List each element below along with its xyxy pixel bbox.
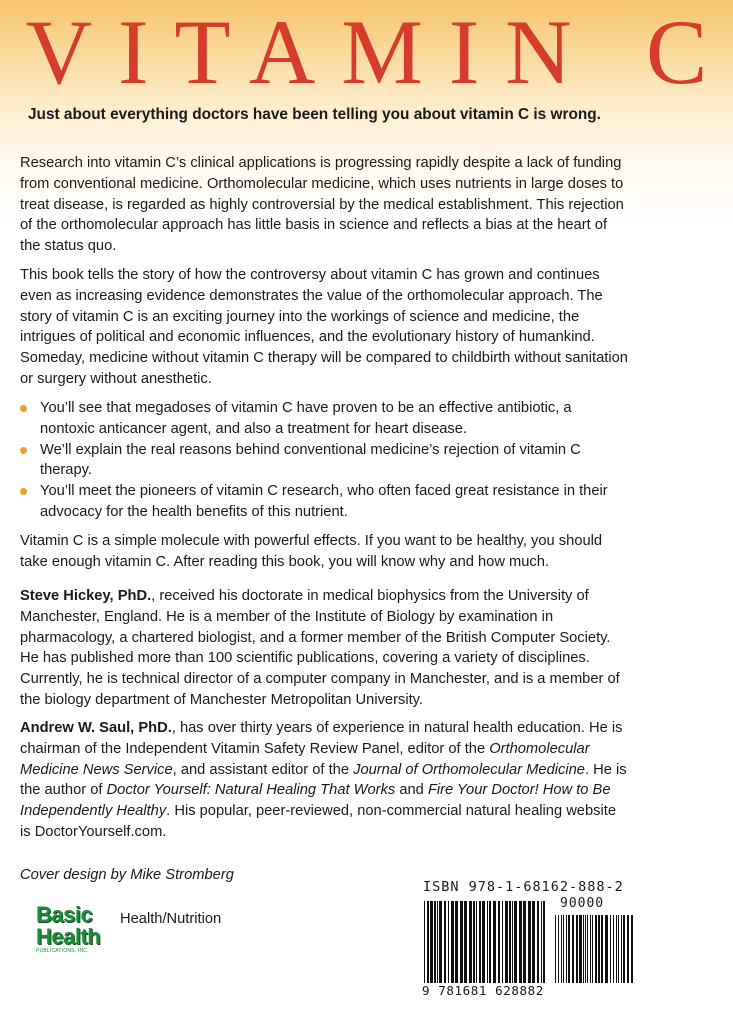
barcode-bar xyxy=(444,901,446,983)
barcode-bar xyxy=(598,915,600,983)
book-title-ref: Doctor Yourself: Natural Healing That Works xyxy=(106,782,396,799)
barcode-bar xyxy=(427,901,429,983)
barcode-bar xyxy=(532,901,535,983)
barcode-digits: 9 781681 628882 xyxy=(422,983,544,998)
book-title-ref: Fire Your Doctor! How to Be Independently Healthy xyxy=(20,782,611,820)
barcode-bar xyxy=(448,901,449,983)
barcode-bar xyxy=(618,915,619,983)
barcode-bar xyxy=(590,915,591,983)
barcode-bar xyxy=(587,915,588,983)
barcode-bar xyxy=(537,901,539,983)
story-paragraph: This book tells the story of how the controversy about vitamin C has grown and continues even as increasing evidence demonstrates the value of the orthomolecular approach. The story of vitamin C is an exciting journey into the workings of science and medicine, the intrigues of political and economic influences, and the evolutionary history of humankind. Someday, medicine without vitamin C therapy will be compared to childbirth without sanitation or surgery without anesthetic. xyxy=(20,267,628,387)
barcode-bar xyxy=(605,915,608,983)
barcode-bar xyxy=(482,901,485,983)
barcode-bar xyxy=(555,915,556,983)
barcode-bar xyxy=(439,901,442,983)
barcode-bar xyxy=(595,915,597,983)
author-bio-text: . He is the author of xyxy=(20,761,627,799)
price-code: 90000 xyxy=(560,896,605,911)
bullet-dot-icon xyxy=(20,447,27,454)
book-title: VITAMIN C xyxy=(25,1,733,103)
list-item xyxy=(20,440,628,482)
barcode-bar xyxy=(493,901,496,983)
barcode-bar xyxy=(613,915,614,983)
barcode-bar xyxy=(514,901,517,983)
publisher-logo xyxy=(36,904,106,960)
list-item-text: You’ll meet the pioneers of vitamin C research, who often faced great resistance in their advocacy for the health benefits of this nutrient. xyxy=(40,483,608,520)
author-bio-hickey xyxy=(20,586,628,711)
benefit-list xyxy=(20,398,628,523)
barcode-bar xyxy=(469,901,472,983)
barcode-main-bars xyxy=(424,901,546,983)
barcode-bar xyxy=(523,901,526,983)
barcode-bar xyxy=(451,901,454,983)
list-item-text: We’ll explain the real reasons behind conventional medicine’s rejection of vitamin C therapy. xyxy=(40,441,581,479)
bullet-dot-icon xyxy=(20,488,27,495)
bullet-dot-icon xyxy=(20,405,27,412)
barcode-bar xyxy=(585,915,586,983)
barcode-bar xyxy=(430,901,433,983)
logo-subline: PUBLICATIONS, INC. xyxy=(36,948,89,954)
barcode-bar xyxy=(434,901,436,983)
author-name: Andrew W. Saul, PhD. xyxy=(20,720,172,736)
list-item xyxy=(20,398,628,440)
barcode-bar xyxy=(563,915,564,983)
barcode-bar xyxy=(583,915,584,983)
barcode-bar xyxy=(623,915,625,983)
author-bio-text: , received his doctorate in medical biophysics from the University of Manchester, England. He is a member of the Institute of Biology by examination in pharmacology, a chartered biologist, and a former member of the British Computer Society. He has published more than 100 scientific publications, covering a variety of disciplines. Currently, he is technical director of a computer company in Manchester, and is a member of the biology department of Manchester Metropolitan University. xyxy=(20,588,620,708)
barcode-bar xyxy=(479,901,481,983)
barcode-bar xyxy=(568,915,570,983)
barcode-bar xyxy=(616,915,617,983)
barcode-bar xyxy=(601,915,603,983)
barcode-bar xyxy=(541,901,542,983)
barcode-bar xyxy=(509,901,511,983)
barcode-bar xyxy=(505,901,508,983)
author-bio-text: , and assistant editor of the xyxy=(172,761,354,778)
barcode-bar xyxy=(576,915,578,983)
publication-title: Orthomolecular Medicine News Service xyxy=(20,740,590,778)
author-name: Steve Hickey, PhD. xyxy=(20,588,152,604)
barcode-bar xyxy=(455,901,458,983)
cover-credit: Cover design by Mike Stromberg xyxy=(20,867,234,883)
barcode xyxy=(420,897,636,1003)
barcode-bar xyxy=(473,901,475,983)
barcode-bar xyxy=(561,915,562,983)
isbn-label: ISBN 978-1-68162-888-2 xyxy=(423,879,624,895)
barcode-bar xyxy=(498,901,500,983)
barcode-bar xyxy=(489,901,491,983)
author-bio-text: and xyxy=(395,782,428,799)
barcode-bar xyxy=(424,901,425,983)
logo-line: Health xyxy=(36,924,101,949)
barcode-bar xyxy=(502,901,503,983)
publication-title: Journal of Orthomolecular Medicine xyxy=(353,761,585,778)
barcode-bar xyxy=(610,915,611,983)
barcode-bar xyxy=(627,915,629,983)
barcode-bar xyxy=(519,901,522,983)
barcode-bar xyxy=(487,901,488,983)
barcode-bar xyxy=(437,901,438,983)
logo-line: Basic xyxy=(36,902,93,927)
barcode-bar xyxy=(621,915,622,983)
intro-paragraph: Research into vitamin C’s clinical applications is progressing rapidly despite a lack of funding from conventional medicine. Orthomolecular medicine, which uses nutrients in large doses to treat disease, is regarded as highly controversial by the medical establishment. This rejection of the orthomolecular approach has little basis in science and reflects a bias at the heart of the status quo. xyxy=(20,155,624,255)
author-bio-text: . His popular, peer-reviewed, non-commercial natural healing website is DoctorYourself.com. xyxy=(20,803,616,840)
barcode-bar xyxy=(566,915,567,983)
barcode-bar xyxy=(528,901,531,983)
barcode-bar xyxy=(460,901,463,983)
barcode-bar xyxy=(572,915,574,983)
barcode-bar xyxy=(558,915,559,983)
author-bio-saul xyxy=(20,718,628,843)
barcode-bar xyxy=(592,915,593,983)
tagline: Just about everything doctors have been telling you about vitamin C is wrong. xyxy=(28,106,601,123)
barcode-bar xyxy=(579,915,582,983)
category-label: Health/Nutrition xyxy=(120,911,222,927)
barcode-bar xyxy=(464,901,467,983)
list-item xyxy=(20,481,628,523)
barcode-bar xyxy=(512,901,513,983)
list-item-text: You’ll see that megadoses of vitamin C have proven to be an effective antibiotic, a nontoxic anticancer agent, and also a treatment for heart disease. xyxy=(40,400,572,437)
barcode-bar xyxy=(543,901,545,983)
barcode-bar xyxy=(476,901,477,983)
barcode-addon-bars xyxy=(555,915,633,983)
barcode-bar xyxy=(631,915,633,983)
summary-paragraph: Vitamin C is a simple molecule with powerful effects. If you want to be healthy, you should take enough vitamin C. After reading this book, you will know why and how much. xyxy=(20,533,603,570)
author-bio-text: , has over thirty years of experience in natural health education. He is chairman of the Independent Vitamin Safety Review Panel, editor of the xyxy=(20,720,623,757)
